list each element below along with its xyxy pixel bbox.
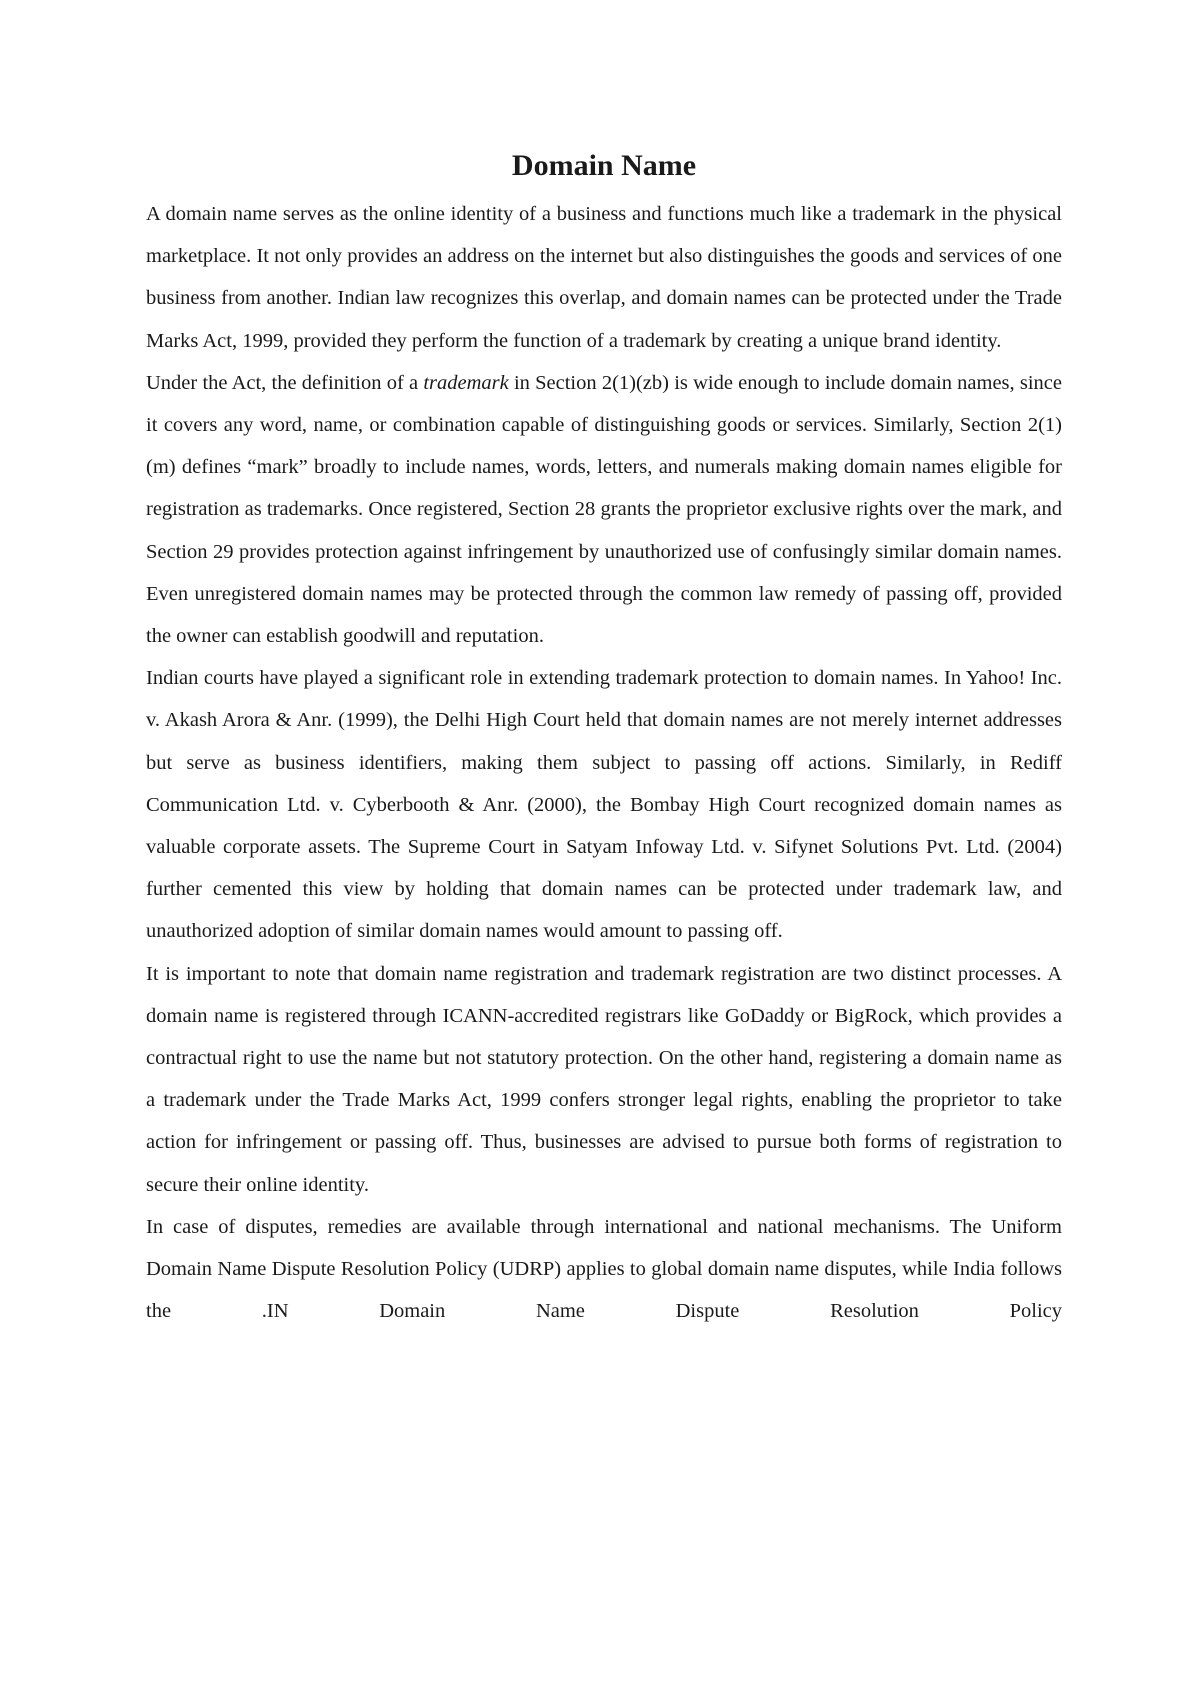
paragraph-text-segment: Under the Act, the definition of a [146,371,424,394]
page-title: Domain Name [511,149,697,182]
paragraph-registration: It is important to note that domain name registration and trademark registration are two distinct processes. A domain name is registered through ICANN-accredited registrars like GoDaddy or BigRock, which provides a contractual right to use the name but not statutory protection. On the other hand, registering a domain name as a trademark under the Trade Marks Act, 1999 confers stronger legal rights, enabling the proprietor to take action for infringement or passing off. Thus, businesses are advised to pursue both forms of registration to secure their online identity. [146,962,1062,1196]
italic-term: trademark [423,371,509,394]
document-body [146,142,1062,1332]
paragraph-disputes: In case of disputes, remedies are available through international and national mechanisms. The Uniform Domain Name Dispute Resolution Policy (UDRP) applies to global domain name disputes, while India follows the .IN Domain Name Dispute Resolution Policy [146,1215,1062,1323]
paragraph-case-law: Indian courts have played a significant role in extending trademark protection to domain names. In Yahoo! Inc. v. Akash Arora & Anr. (1999), the Delhi High Court held that domain names are not merely internet addresses but serve as business identifiers, making them subject to passing off actions. Similarly, in Rediff Communication Ltd. v. Cyberbooth & Anr. (2000), the Bombay High Court recognized domain names as valuable corporate assets. The Supreme Court in Satyam Infoway Ltd. v. Sifynet Solutions Pvt. Ltd. (2004) further cemented this view by holding that domain names can be protected under trademark law, and unauthorized adoption of similar domain names would amount to passing off. [146,667,1062,943]
paragraph-intro: A domain name serves as the online identity of a business and functions much like a trademark in the physical marketplace. It not only provides an address on the internet but also distinguishes the goods and services of one business from another. Indian law recognizes this overlap, and domain names can be protected under the Trade Marks Act, 1999, provided they perform the function of a trademark by creating a unique brand identity. [146,203,1062,352]
paragraph-statutory-definition [146,362,1062,657]
paragraph-text-segment: in Section 2(1)(zb) is wide enough to include domain names, since it covers any word, name, or combination capable of distinguishing goods or services. Similarly, Section 2(1)(m) defines “mark” broadly to include names, words, letters, and numerals making domain names eligible for registration as trademarks. Once registered, Section 28 grants the proprietor exclusive rights over the mark, and Section 29 provides protection against infringement by unauthorized use of confusingly similar domain names. Even unregistered domain names may be protected through the common law remedy of passing off, provided the owner can establish goodwill and reputation. [146,371,1062,648]
